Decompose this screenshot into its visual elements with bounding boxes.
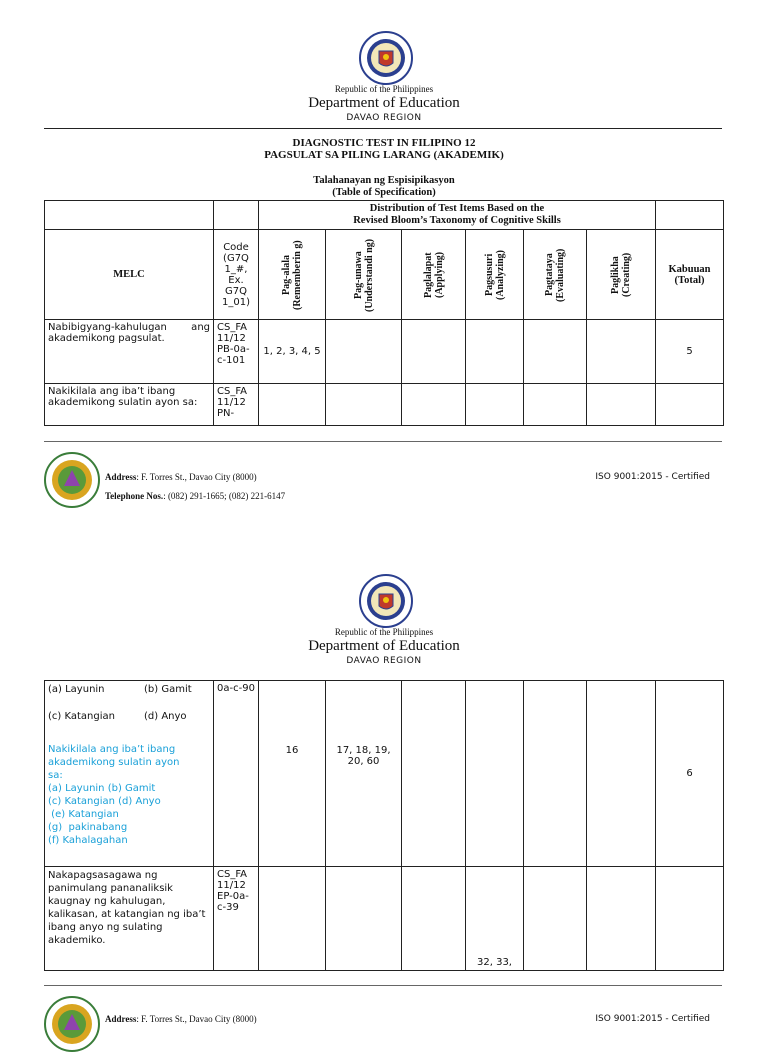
table-subtitle: (Table of Specification)	[332, 187, 436, 198]
republic-label: Republic of the Philippines	[334, 627, 434, 637]
understanding-header: Pag-unawa (Understandi ng)	[352, 237, 375, 312]
evaluating-header: Pagtataya (Evaluating)	[544, 247, 566, 302]
analyzing-header: Pagsusuri (Analyzing)	[483, 249, 506, 300]
footer-divider	[44, 985, 722, 986]
region-label: DAVAO REGION	[346, 656, 422, 666]
footer-divider	[44, 441, 722, 442]
remembering-header: Pag-alala (Rememberin g)	[281, 239, 303, 310]
options-line-2: (c) Katangian (d) Anyo	[48, 711, 187, 722]
republic-label: Republic of the Philippines	[334, 84, 434, 94]
code-cell: CS_FA 11/12 PN-	[214, 384, 259, 426]
remember-cell: 1, 2, 3, 4, 5	[259, 320, 326, 384]
understand-cell: 17, 18, 19, 20, 60	[326, 681, 402, 867]
doc-subtitle: PAGSULAT SA PILING LARANG (AKADEMIK)	[264, 149, 504, 161]
options-line-1: (a) Layunin (b) Gamit	[48, 684, 192, 695]
deped-seal-icon	[359, 31, 413, 85]
doc-title: DIAGNOSTIC TEST IN FILIPINO 12	[292, 137, 476, 149]
spec-table-page2	[44, 680, 724, 971]
iso-certification: ISO 9001:2015 - Certified	[595, 1014, 710, 1024]
total-cell: 5	[656, 320, 724, 384]
creating-header: Paglikha (Creating)	[610, 252, 632, 297]
melc-cell: Nabibigyang-kahulugan ang akademikong pagsulat.	[45, 320, 214, 384]
total-cell: 6	[656, 681, 724, 867]
code-cell: CS_FA 11/12 EP-0a-c-39	[214, 867, 259, 971]
remember-cell: 16	[259, 681, 326, 867]
footer-address: Address: F. Torres St., Davao City (8000)	[105, 1014, 257, 1024]
table-row	[45, 681, 724, 867]
code-cell: CS_FA 11/12 PB-0a-c-101	[214, 320, 259, 384]
deped-seal-icon	[359, 574, 413, 628]
melc-header: MELC	[45, 230, 214, 320]
table-row	[45, 384, 724, 426]
header-divider	[44, 128, 722, 129]
melc-cell-highlight: Nakikilala ang iba’t ibang akademikong sulatin ayon sa: (a) Layunin (b) Gamit (c) Katangian (d) Anyo (e) Katangian (g) pakinabang (f) Kahalagahan	[48, 744, 180, 846]
region-label: DAVAO REGION	[346, 113, 422, 123]
department-title: Department of Education	[308, 638, 460, 654]
distribution-heading-1: Distribution of Test Items Based on the	[369, 203, 545, 214]
code-header: Code (G7Q 1_#, Ex. G7Q 1_01)	[214, 230, 259, 320]
iso-certification: ISO 9001:2015 - Certified	[595, 472, 710, 482]
table-row	[45, 320, 724, 384]
table-title: Talahanayan ng Espisipikasyon	[313, 175, 455, 186]
melc-cell: Nakapagsasagawa ng panimulang pananaliksik kaugnay ng kahulugan, kalikasan, at katangian ng iba’t ibang anyo ng sulating akademiko.	[45, 867, 214, 971]
total-header: Kabuuan (Total)	[656, 230, 724, 320]
melc-cell: Nakikilala ang iba’t ibang akademikong sulatin ayon sa:	[45, 384, 214, 426]
code-cell: 0a-c-90	[214, 681, 259, 867]
regional-seal-icon	[44, 996, 100, 1052]
footer-address: Address: F. Torres St., Davao City (8000)	[105, 472, 257, 482]
analyzing-cell: 32, 33,	[466, 867, 524, 971]
department-title: Department of Education	[308, 95, 460, 111]
spec-table-page1	[44, 200, 724, 426]
footer-phone: Telephone Nos.: (082) 291-1665; (082) 221-6147	[105, 491, 286, 501]
applying-header: Paglalapat (Applying)	[422, 251, 445, 298]
table-row	[45, 867, 724, 971]
regional-seal-icon	[44, 452, 100, 508]
distribution-heading-2: Revised Bloom’s Taxonomy of Cognitive Skills	[353, 215, 561, 226]
